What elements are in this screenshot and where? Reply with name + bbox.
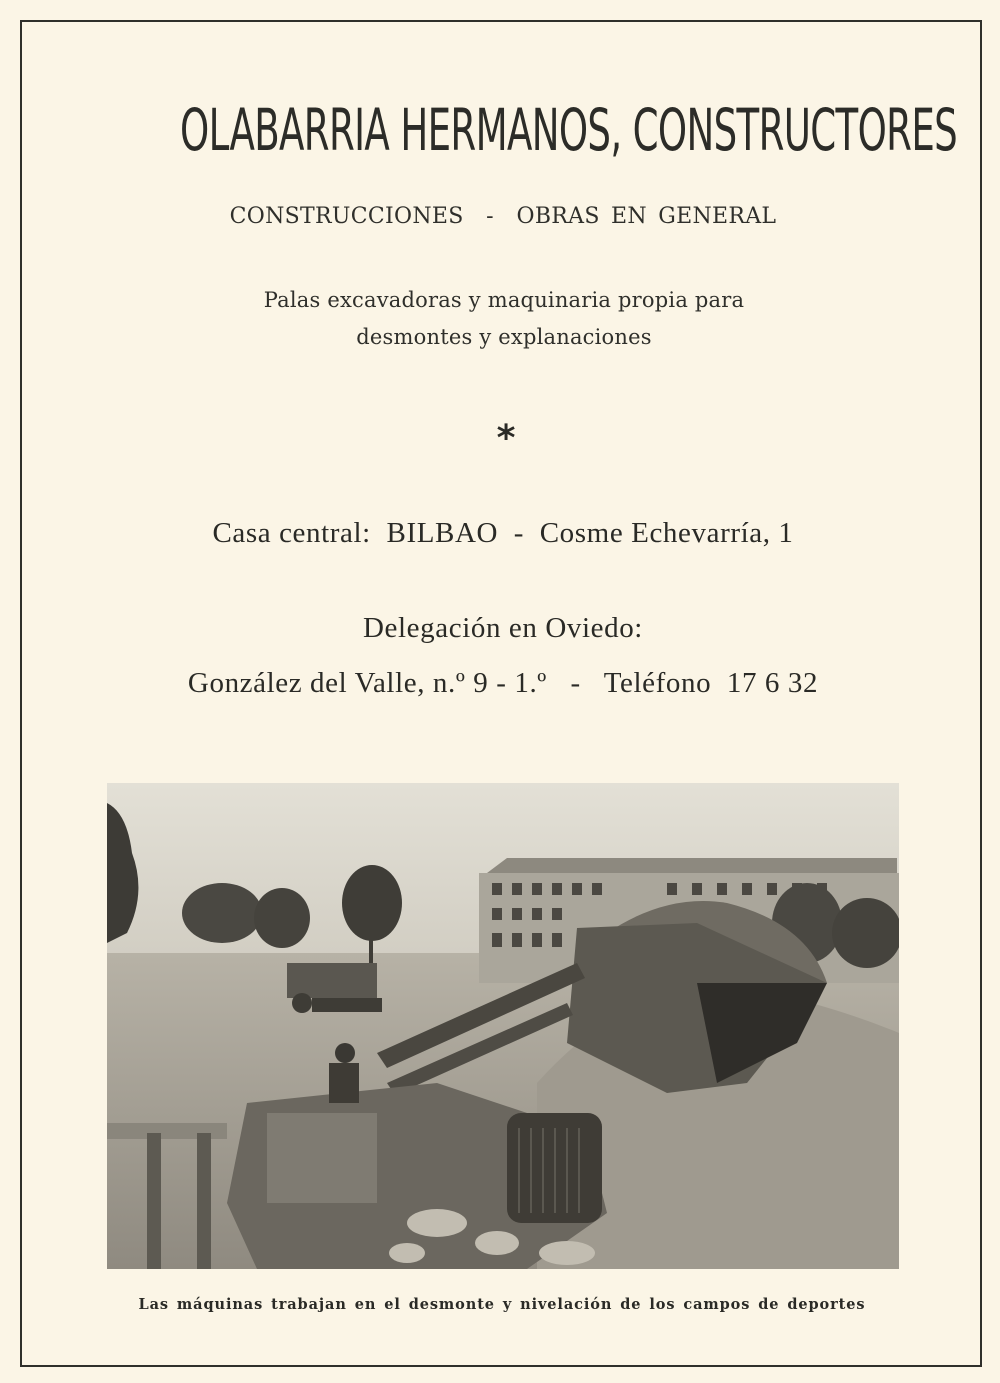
description-line-2: desmontes y explanaciones: [356, 325, 652, 349]
branch-heading: Delegación en Oviedo:: [363, 612, 643, 644]
description-line-1: Palas excavadoras y maquinaria propia para: [263, 288, 745, 312]
machinery-description: [0, 282, 1000, 356]
excavator-photo-illustration: [107, 783, 899, 1269]
services-line: CONSTRUCCIONES - OBRAS EN GENERAL: [229, 204, 777, 229]
company-name-heading: OLABARRIA HERMANOS, CONSTRUCTORES: [180, 96, 958, 164]
branch-address-phone: González del Valle, n.º 9 - 1.º - Teléfono 17 6 32: [187, 667, 819, 699]
asterisk-separator-icon: *: [496, 418, 516, 459]
photo-caption: Las máquinas trabajan en el desmonte y nivelación de los campos de deportes: [138, 1296, 866, 1313]
excavator-photo: [107, 783, 899, 1269]
head-office-address: Casa central: BILBAO - Cosme Echevarría, 1: [212, 517, 794, 549]
